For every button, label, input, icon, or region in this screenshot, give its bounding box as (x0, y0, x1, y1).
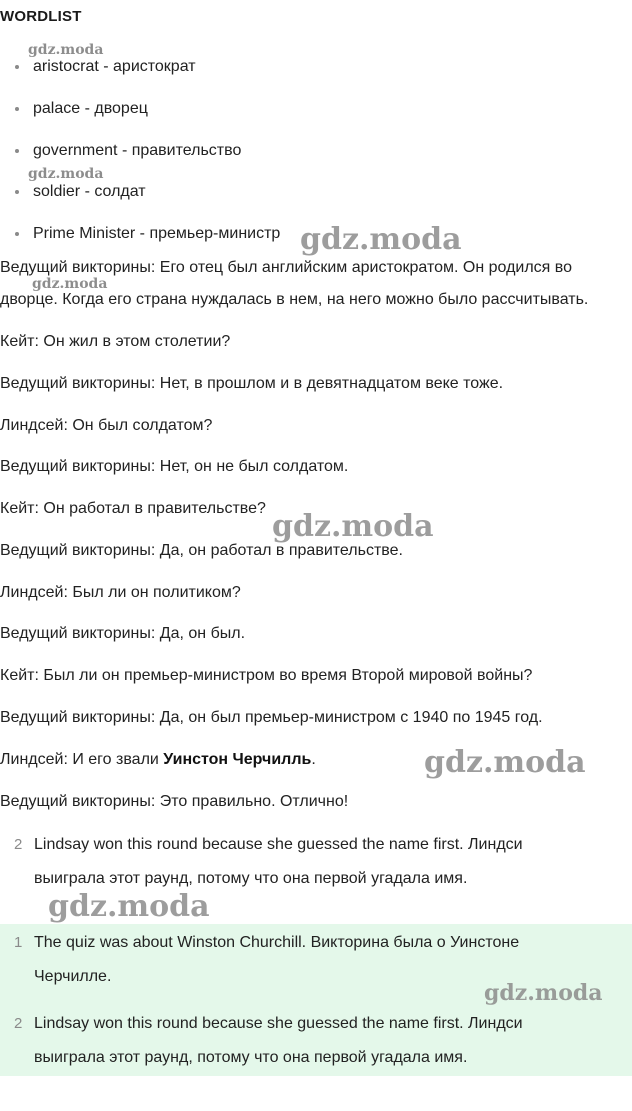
dialogue-line: Линдсей: Был ли он политиком? (0, 584, 241, 601)
list-item (0, 97, 632, 121)
watermark-logo: gdz.moda (484, 980, 603, 1006)
answer-text-line: выиграла этот раунд, потому что она первой угадала имя. (34, 870, 468, 887)
watermark-logo: gdz.moda (48, 889, 210, 924)
dialogue-line: Кейт: Он жил в этом столетии? (0, 333, 231, 350)
bullet-icon (15, 149, 19, 153)
final-line-suffix: . (311, 751, 316, 768)
answer-text (34, 1007, 619, 1075)
watermark-logo: gdz.moda (300, 222, 462, 257)
final-line-prefix: Линдсей: И его звали (0, 751, 164, 768)
wordlist-item-text: Prime Minister - премьер-министр (33, 225, 281, 242)
watermark-logo: gdz.moda (28, 42, 104, 58)
watermark-logo: gdz.moda (272, 509, 434, 544)
dialogue-line: дворце. Когда его страна нуждалась в нем, на него можно было рассчитывать. (0, 291, 589, 308)
dialogue-line: Ведущий викторины: Это правильно. Отлично! (0, 793, 349, 810)
dialogue-line: Кейт: Он работал в правительстве? (0, 500, 266, 517)
wordlist-title: WORDLIST (0, 8, 82, 25)
bullet-icon (15, 190, 19, 194)
watermark-logo: gdz.moda (28, 166, 104, 182)
dialogue-line: Ведущий викторины: Да, он был. (0, 625, 246, 642)
dialogue-line: Ведущий викторины: Да, он был премьер-министром с 1940 по 1945 год. (0, 709, 543, 726)
answer-number: 2 (14, 1015, 23, 1032)
dialogue-line: Кейт: Был ли он премьер-министром во время Второй мировой войны? (0, 667, 533, 684)
answer-text-line: Черчилле. (34, 968, 112, 985)
answer-text-line: Lindsay won this round because she guessed the name first. Линдси (34, 1015, 523, 1032)
numbered-answer (0, 828, 632, 896)
wordlist-item-text: government - правительство (33, 142, 242, 159)
answer-number: 1 (14, 934, 23, 951)
bullet-icon (15, 107, 19, 111)
answer-text-line: выиграла этот раунд, потому что она первой угадала имя. (34, 1049, 468, 1066)
watermark-logo: gdz.moda (32, 276, 108, 292)
wordlist-item-text: soldier - солдат (33, 183, 146, 200)
list-item (0, 180, 632, 204)
dialogue-line: Ведущий викторины: Нет, в прошлом и в девятнадцатом веке тоже. (0, 375, 504, 392)
bullet-icon (15, 65, 19, 69)
dialogue-line: Ведущий викторины: Да, он работал в правительстве. (0, 542, 403, 559)
dialogue-line: Ведущий викторины: Нет, он не был солдатом. (0, 458, 349, 475)
wordlist-item-text: aristocrat - аристократ (33, 58, 196, 75)
answer-number: 2 (14, 836, 23, 853)
dialogue-line: Линдсей: Он был солдатом? (0, 417, 213, 434)
answer-box-item (0, 1007, 632, 1077)
dialogue-line: Ведущий викторины: Его отец был английским аристократом. Он родился во (0, 259, 572, 276)
answer-name-bold: Уинстон Черчилль (163, 751, 312, 768)
answer-text-line: Lindsay won this round because she guessed the name first. Линдси (34, 836, 523, 853)
answer-text-line: The quiz was about Winston Churchill. Викторина была о Уинстоне (34, 934, 520, 951)
answer-text (34, 828, 619, 896)
list-item (0, 139, 632, 163)
wordlist-item-text: palace - дворец (33, 100, 148, 117)
list-item (0, 55, 632, 79)
bullet-icon (15, 232, 19, 236)
watermark-logo: gdz.moda (424, 745, 586, 780)
